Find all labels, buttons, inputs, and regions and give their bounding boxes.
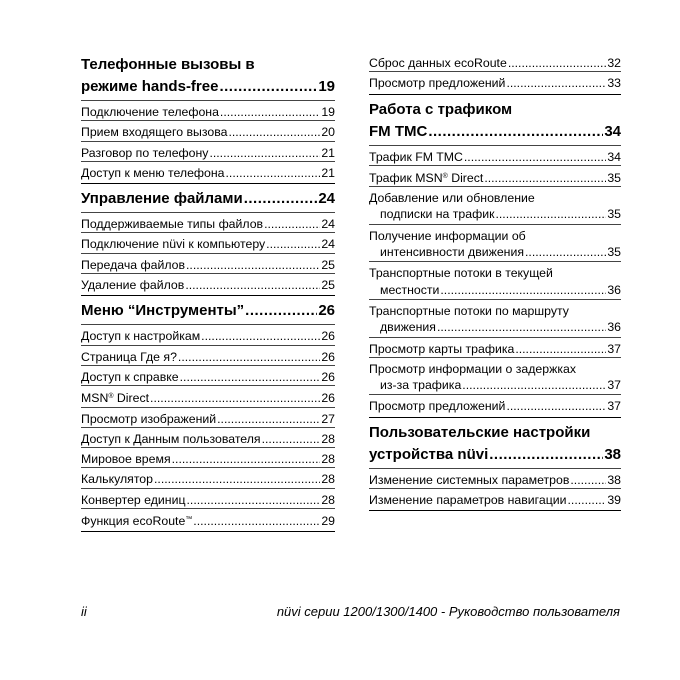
entry-text: Работа с трафиком xyxy=(369,100,513,118)
page-number: 25 xyxy=(321,278,335,293)
toc-entry[interactable] xyxy=(81,233,335,253)
entry-text: Транспортные потоки по маршруту xyxy=(369,303,569,318)
dot-leader xyxy=(484,170,606,186)
entry-text: Прием входящего вызова xyxy=(81,125,228,140)
dot-leader xyxy=(172,451,321,467)
entry-line xyxy=(81,411,335,427)
page-number: 36 xyxy=(607,320,621,335)
entry-line xyxy=(81,236,335,252)
toc-section xyxy=(81,52,335,182)
toc-entry[interactable] xyxy=(81,386,335,407)
dot-leader xyxy=(228,124,320,140)
page-number: 26 xyxy=(321,369,335,384)
page-number: 25 xyxy=(321,257,335,272)
section-heading[interactable] xyxy=(369,97,621,146)
toc-entry[interactable] xyxy=(369,300,621,338)
entry-line xyxy=(369,303,621,319)
page-number: 27 xyxy=(321,411,335,426)
page-number: 21 xyxy=(321,145,335,160)
page-number: 24 xyxy=(318,190,335,208)
dot-leader xyxy=(506,75,606,91)
dot-leader xyxy=(262,431,321,447)
entry-text: Телефонные вызовы в xyxy=(81,56,255,73)
entry-text: Управление файлами xyxy=(81,190,243,208)
page-number: 37 xyxy=(607,341,621,356)
page-number: 35 xyxy=(607,170,621,185)
page-number: 29 xyxy=(321,514,335,529)
page-number: 39 xyxy=(607,493,621,508)
toc-entry[interactable] xyxy=(369,489,621,509)
dot-leader xyxy=(154,471,320,487)
heading-line xyxy=(369,422,621,444)
dot-leader xyxy=(570,472,606,488)
entry-line xyxy=(369,492,621,508)
dot-leader xyxy=(437,319,606,335)
section-heading[interactable] xyxy=(81,298,335,325)
dot-leader xyxy=(244,188,318,210)
trademark-mark: ™ xyxy=(185,516,193,524)
entry-line xyxy=(369,169,621,186)
entry-text: Страница Где я? xyxy=(81,349,177,364)
toc-entry[interactable] xyxy=(369,146,621,166)
dot-leader xyxy=(525,244,606,260)
entry-line xyxy=(369,398,621,414)
entry-text: Пользовательские настройки xyxy=(369,423,591,441)
entry-text: Трафик MSN® Direct xyxy=(369,170,484,185)
page-number: 37 xyxy=(607,399,621,414)
entry-text: Доступ к настройкам xyxy=(81,329,201,344)
entry-text: Конвертер единиц xyxy=(81,492,186,507)
heading-line xyxy=(369,99,621,121)
entry-text: Передача файлов xyxy=(81,257,186,272)
entry-text: Подключение nüvi к компьютеру xyxy=(81,237,266,252)
toc-entry[interactable] xyxy=(81,142,335,162)
toc-entry[interactable] xyxy=(369,187,621,225)
dot-leader xyxy=(201,328,320,344)
entry-line xyxy=(81,451,335,467)
trademark-mark: ® xyxy=(108,393,114,401)
page-number: 26 xyxy=(318,302,335,320)
entry-line xyxy=(369,55,621,71)
entry-text: Просмотр информации о задержках xyxy=(369,361,576,376)
page-number: 26 xyxy=(321,349,335,364)
entry-line xyxy=(81,277,335,293)
page-number: 36 xyxy=(607,282,621,297)
entry-text: Просмотр изображений xyxy=(81,411,217,426)
entry-line xyxy=(81,165,335,181)
entry-text: Калькулятор xyxy=(81,472,153,487)
page-number: 19 xyxy=(318,78,335,95)
entry-text: Добавление или обновление xyxy=(369,191,535,206)
entry-line xyxy=(369,228,621,244)
dot-leader xyxy=(506,398,606,414)
entry-text: местности xyxy=(380,282,440,297)
toc-entry[interactable] xyxy=(369,72,621,92)
dot-leader xyxy=(220,104,320,120)
entry-text: подписки на трафик xyxy=(380,207,495,222)
entry-line xyxy=(81,328,335,344)
dot-leader xyxy=(568,492,607,508)
toc-entry[interactable] xyxy=(369,52,621,72)
entry-line xyxy=(81,216,335,232)
entry-line xyxy=(81,369,335,385)
toc-entry[interactable] xyxy=(81,213,335,233)
entry-text: Поддерживаемые типы файлов xyxy=(81,217,264,232)
entry-line xyxy=(369,282,621,298)
entry-text: Подключение телефона xyxy=(81,105,219,119)
entry-line xyxy=(369,190,621,206)
entry-text: Доступ к справке xyxy=(81,369,179,384)
page-number: 24 xyxy=(321,217,335,232)
toc-entry[interactable] xyxy=(81,509,335,530)
heading-line xyxy=(369,121,621,143)
dot-leader xyxy=(226,165,321,181)
page-number: 28 xyxy=(321,492,335,507)
dot-leader xyxy=(264,216,320,232)
entry-line xyxy=(369,361,621,377)
entry-text: MSN® Direct xyxy=(81,391,150,406)
toc-section xyxy=(81,298,335,530)
entry-text: Сброс данных ecoRoute xyxy=(369,56,507,70)
entry-text: Изменение системных параметров xyxy=(369,472,570,487)
entry-text: режиме hands-free xyxy=(81,78,219,95)
toc-entry[interactable] xyxy=(81,428,335,448)
entry-text: Доступ к меню телефона xyxy=(81,165,225,180)
dot-leader xyxy=(150,390,320,406)
entry-text: движения xyxy=(380,320,436,335)
entry-line xyxy=(369,377,621,393)
toc-section xyxy=(369,420,621,510)
toc-entry[interactable] xyxy=(369,262,621,300)
page-number: 32 xyxy=(607,56,621,70)
toc-section xyxy=(369,52,621,93)
footer-book-title: nüvi серии 1200/1300/1400 - Руководство пользователя xyxy=(276,604,620,619)
section-heading[interactable] xyxy=(369,420,621,469)
entry-line xyxy=(81,492,335,508)
page-number: 21 xyxy=(321,165,335,180)
toc-entry[interactable] xyxy=(81,346,335,366)
entry-text: Функция ecoRoute™ xyxy=(81,514,193,529)
entry-line xyxy=(369,341,621,357)
entry-text: Доступ к Данным пользователя xyxy=(81,431,261,446)
toc-entry[interactable] xyxy=(369,469,621,489)
toc-left-column xyxy=(81,52,335,534)
dot-leader xyxy=(187,492,321,508)
entry-text: Получение информации об xyxy=(369,228,526,243)
dot-leader xyxy=(245,300,317,322)
entry-line xyxy=(369,206,621,222)
entry-text: интенсивности движения xyxy=(380,245,524,260)
toc-entry[interactable] xyxy=(81,366,335,386)
toc-right-column xyxy=(369,52,621,513)
entry-text: устройства nüvi xyxy=(369,445,489,463)
page-number: 28 xyxy=(321,431,335,446)
dot-leader xyxy=(266,236,320,252)
dot-leader xyxy=(489,444,603,466)
entry-line xyxy=(81,257,335,273)
dot-leader xyxy=(508,55,607,71)
entry-line xyxy=(81,104,335,120)
toc-entry[interactable] xyxy=(369,166,621,187)
toc-entry[interactable] xyxy=(81,448,335,468)
page-number: 26 xyxy=(321,391,335,406)
entry-line xyxy=(81,512,335,529)
section-heading[interactable] xyxy=(81,186,335,213)
dot-leader xyxy=(515,341,606,357)
page-number: 24 xyxy=(321,237,335,252)
entry-line xyxy=(81,471,335,487)
entry-text: Удаление файлов xyxy=(81,278,185,293)
toc-entry[interactable] xyxy=(81,121,335,141)
toc-entry[interactable] xyxy=(81,325,335,345)
dot-leader xyxy=(462,377,606,393)
footer-page-number: ii xyxy=(81,604,87,619)
toc-entry[interactable] xyxy=(81,274,335,294)
entry-line xyxy=(81,389,335,406)
dot-leader xyxy=(178,349,320,365)
entry-line xyxy=(369,244,621,260)
page-number: 20 xyxy=(321,125,335,140)
toc-entry[interactable] xyxy=(369,358,621,396)
toc-entry[interactable] xyxy=(81,489,335,509)
toc-entry[interactable] xyxy=(369,225,621,263)
toc-section xyxy=(81,186,335,294)
entry-text: Просмотр карты трафика xyxy=(369,341,515,356)
entry-text: Меню “Инструменты” xyxy=(81,302,245,320)
heading-line xyxy=(81,54,335,76)
page-number: 38 xyxy=(604,445,621,463)
dot-leader xyxy=(495,206,606,222)
entry-text: из-за трафика xyxy=(380,378,462,393)
dot-leader xyxy=(193,513,320,529)
toc-entry[interactable] xyxy=(369,338,621,358)
toc-entry[interactable] xyxy=(81,101,335,121)
dot-leader xyxy=(217,411,320,427)
heading-line xyxy=(81,300,335,322)
entry-line xyxy=(81,145,335,161)
toc-entry[interactable] xyxy=(81,254,335,274)
section-heading[interactable] xyxy=(81,52,335,101)
entry-line xyxy=(81,431,335,447)
entry-text: Просмотр предложений xyxy=(369,399,506,414)
trademark-mark: ® xyxy=(442,172,448,180)
dot-leader xyxy=(185,277,320,293)
page-number: 35 xyxy=(607,207,621,222)
entry-text: FM TMC xyxy=(369,122,428,140)
page-number: 37 xyxy=(607,378,621,393)
entry-text: Трафик FM TMC xyxy=(369,149,463,164)
dot-leader xyxy=(219,76,317,98)
entry-line xyxy=(369,75,621,91)
heading-line xyxy=(81,76,335,98)
dot-leader xyxy=(180,369,321,385)
entry-text: Мировое время xyxy=(81,452,171,467)
toc-entry[interactable] xyxy=(81,408,335,428)
heading-line xyxy=(369,444,621,466)
heading-line xyxy=(81,188,335,210)
entry-line xyxy=(369,319,621,335)
toc-entry[interactable] xyxy=(81,468,335,488)
toc-entry[interactable] xyxy=(81,162,335,182)
page-number: 26 xyxy=(321,329,335,344)
entry-line xyxy=(81,349,335,365)
entry-line xyxy=(369,149,621,165)
page-number: 35 xyxy=(607,245,621,260)
dot-leader xyxy=(209,145,320,161)
page-number: 33 xyxy=(607,76,621,91)
page-number: 34 xyxy=(607,149,621,164)
dot-leader xyxy=(428,121,603,143)
entry-text: Изменение параметров навигации xyxy=(369,493,567,508)
toc-entry[interactable] xyxy=(369,395,621,415)
entry-line xyxy=(81,124,335,140)
dot-leader xyxy=(440,282,606,298)
dot-leader xyxy=(464,149,606,165)
page-number: 19 xyxy=(321,105,335,119)
toc-section xyxy=(369,97,621,416)
entry-line xyxy=(369,472,621,488)
page-number: 38 xyxy=(607,472,621,487)
page-number: 34 xyxy=(604,122,621,140)
dot-leader xyxy=(186,257,320,273)
page-number: 28 xyxy=(321,452,335,467)
entry-text: Транспортные потоки в текущей xyxy=(369,266,553,281)
entry-text: Разговор по телефону xyxy=(81,145,209,160)
entry-text: Просмотр предложений xyxy=(369,76,506,91)
entry-line xyxy=(369,265,621,281)
page-number: 28 xyxy=(321,472,335,487)
